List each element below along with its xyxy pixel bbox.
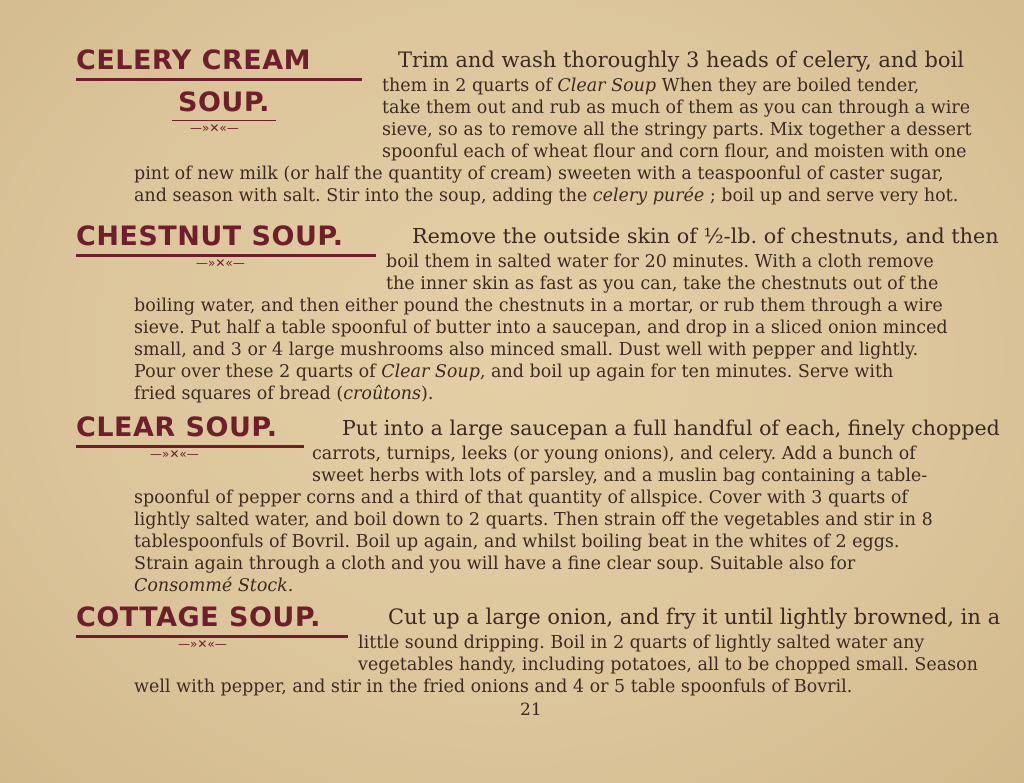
ref-clear-soup: Clear Soup: [557, 76, 657, 96]
recipe-text-line: the inner skin as fast as you can, take the chestnuts out of the: [386, 274, 939, 294]
ornament-icon: —»✕«—: [150, 447, 199, 461]
page-number: 21: [520, 700, 542, 720]
recipe-text-line: tablespoonfuls of Bovril. Boil up again, and whilst boiling beat in the whites of 2 eggs.: [134, 532, 900, 552]
ref-croutons: croûtons: [343, 384, 422, 404]
recipe-text-line: and season with salt. Stir into the soup, adding the celery purée ; boil up and serve very hot.: [134, 186, 959, 206]
recipe-text-line: lightly salted water, and boil down to 2 quarts. Then strain off the vegetables and stir in 8: [134, 510, 933, 530]
ref-consomme-stock: Consommé Stock.: [134, 576, 294, 596]
recipe-text-line: [134, 576, 293, 597]
recipe-title-celery-cream-2: [172, 88, 276, 121]
recipe-text-line: Put into a large saucepan a full handful of each, finely chopped: [342, 416, 1000, 440]
recipe-text-line: spoonful each of wheat flour and corn flour, and moisten with one: [382, 142, 967, 162]
recipe-text-line: carrots, turnips, leeks (or young onions), and celery. Add a bunch of: [312, 444, 916, 464]
recipe-text-line: well with pepper, and stir in the fried onions and 4 or 5 table spoonfuls of Bovril.: [134, 677, 853, 697]
recipe-text-line: them in 2 quarts of Clear Soup When they are boiled tender,: [382, 76, 920, 96]
recipe-text-line: little sound dripping. Boil in 2 quarts of lightly salted water any: [358, 633, 925, 653]
recipe-title-line: CELERY CREAM: [76, 45, 311, 76]
recipe-text-line: Pour over these 2 quarts of Clear Soup, and boil up again for ten minutes. Serve with: [134, 362, 894, 382]
recipe-title-clear: [76, 413, 304, 448]
ref-clear-soup: Clear Soup: [381, 362, 480, 382]
recipe-text-line: spoonful of pepper corns and a third of that quantity of allspice. Cover with 3 quarts of: [134, 488, 908, 508]
recipe-text-line: boil them in salted water for 20 minutes. With a cloth remove: [386, 252, 934, 272]
recipe-title-line: SOUP.: [178, 87, 270, 118]
recipe-text-line: sweet herbs with lots of parsley, and a muslin bag containing a table-: [312, 466, 928, 486]
recipe-text-line: take them out and rub as much of them as you can through a wire: [382, 98, 971, 118]
recipe-title-line: CHESTNUT SOUP.: [76, 221, 344, 252]
recipe-text-line: Remove the outside skin of ½-lb. of chestnuts, and then: [412, 224, 999, 248]
recipe-text-line: Cut up a large onion, and fry it until lightly browned, in a: [388, 605, 1001, 629]
recipe-text-line: vegetables handy, including potatoes, all to be chopped small. Season: [358, 655, 978, 675]
recipe-title-line: COTTAGE SOUP.: [76, 602, 321, 633]
recipe-title-celery-cream: [76, 46, 362, 81]
recipe-text-line: Strain again through a cloth and you will have a fine clear soup. Suitable also for: [134, 554, 856, 574]
recipe-text-line: Trim and wash thoroughly 3 heads of celery, and boil: [398, 48, 964, 72]
recipe-text-line: boiling water, and then either pound the chestnuts in a mortar, or rub them through a wire: [134, 296, 943, 316]
ornament-icon: —»✕«—: [178, 637, 227, 651]
ornament-icon: —»✕«—: [196, 256, 245, 270]
recipe-title-line: CLEAR SOUP.: [76, 412, 278, 443]
recipe-text-line: fried squares of bread (croûtons).: [134, 384, 434, 404]
ornament-icon: —»✕«—: [190, 121, 239, 135]
recipe-text-line: sieve. Put half a table spoonful of butter into a saucepan, and drop in a sliced onion minced: [134, 318, 948, 338]
ref-celery-puree: celery purée: [592, 186, 705, 206]
recipe-text-line: sieve, so as to remove all the stringy parts. Mix together a dessert: [382, 120, 972, 140]
recipe-title-chestnut: [76, 222, 376, 257]
recipe-title-cottage: [76, 603, 348, 638]
title-rule: [76, 78, 362, 81]
recipe-text-line: pint of new milk (or half the quantity of cream) sweeten with a teaspoonful of caster sugar,: [134, 164, 944, 184]
recipe-text-line: small, and 3 or 4 large mushrooms also minced small. Dust well with pepper and lightly.: [134, 340, 919, 360]
